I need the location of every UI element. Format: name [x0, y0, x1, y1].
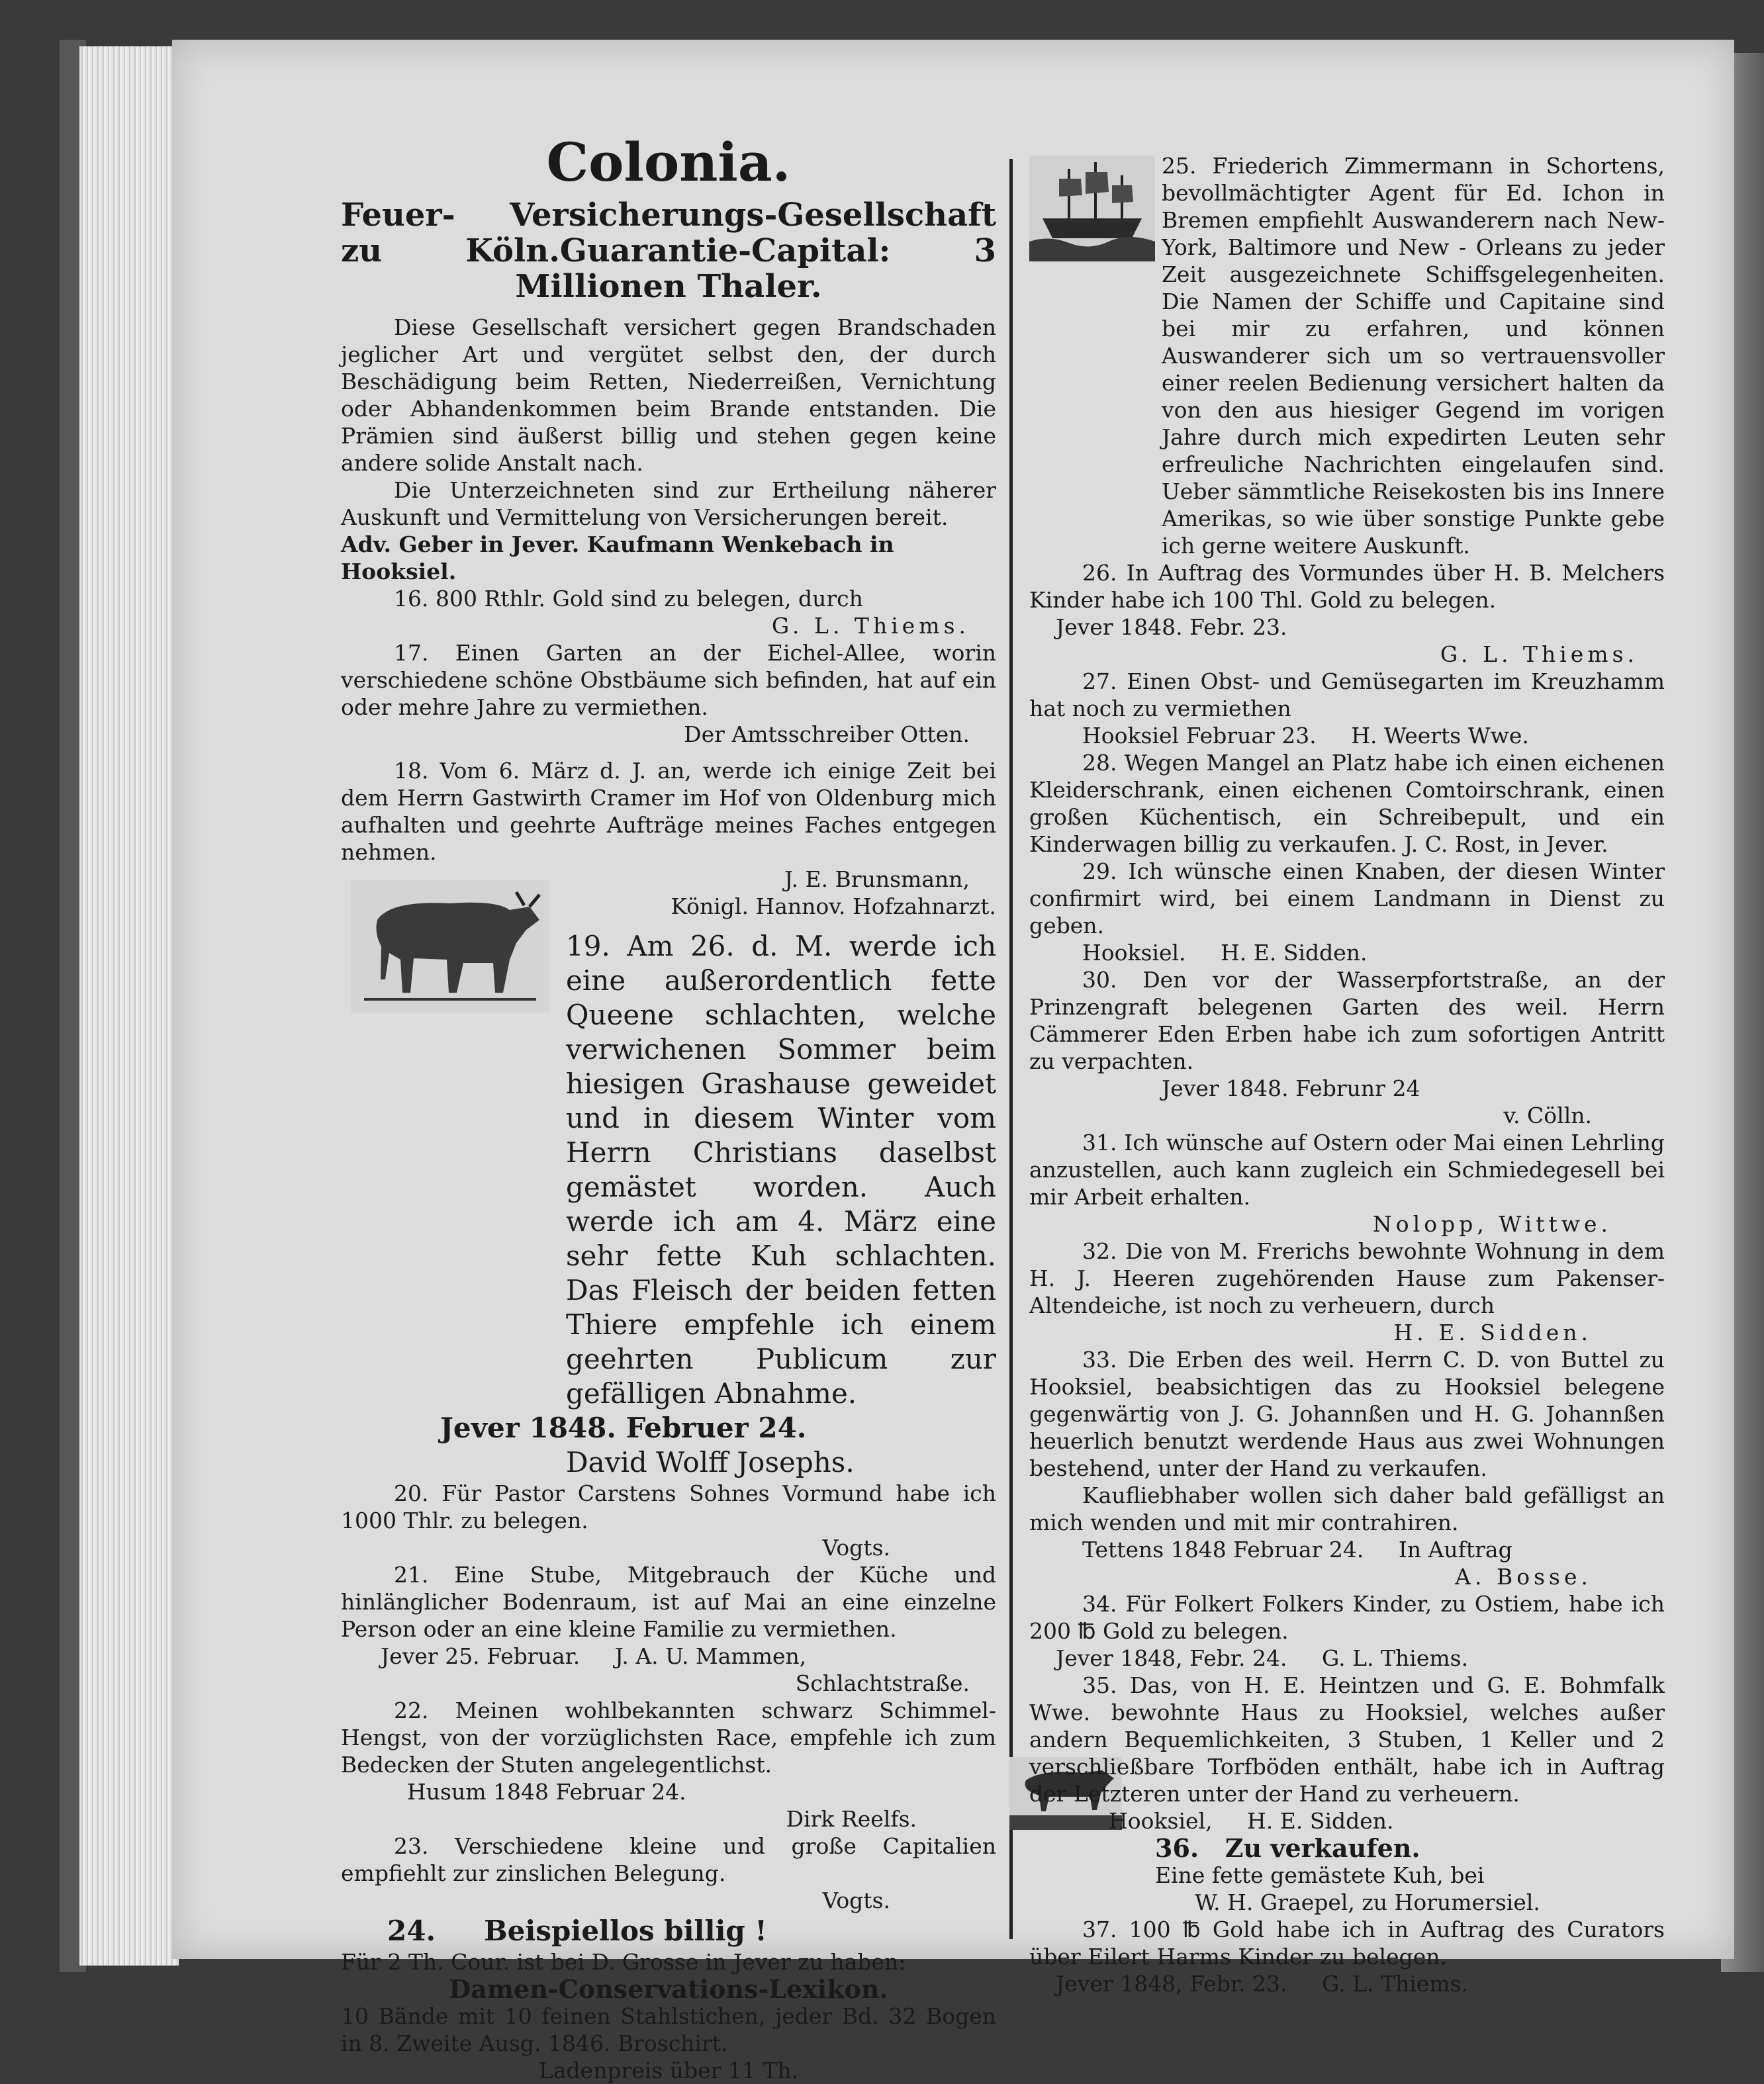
ad-24-book-title: Damen-Conservations-Lexikon. — [449, 1974, 888, 2004]
ad-colonia-signature: Adv. Geber in Jever. Kaufmann Wenkebach in Hooksiel. — [341, 531, 894, 584]
page-stack-edge — [79, 46, 179, 1966]
ad-24-line-3: 10 Bände mit 10 feinen Stahlstichen, jeder Bd. 32 Bogen in 8. Zweite Ausg. 1846. Broschirt. — [341, 2003, 996, 2056]
ad-33-date: Tettens 1848 Februar 24. In Auftrag — [1082, 1537, 1512, 1563]
ad-19-signature: David Wolff Josephs. — [566, 1446, 855, 1478]
ad-37: 37. 100 ℔ Gold habe ich in Auftrag des Curators über Eilert Harms Kinder zu belegen. — [1029, 1917, 1665, 1970]
colonia-title: Colonia. — [546, 131, 791, 193]
ad-34-signature: Jever 1848, Febr. 24. G. L. Thiems. — [1056, 1645, 1469, 1671]
ad-37-signature: Jever 1848, Febr. 23. G. L. Thiems. — [1056, 1971, 1469, 1997]
ad-29-signature: Hooksiel. H. E. Sidden. — [1082, 940, 1368, 966]
ad-32: 32. Die von M. Frerichs bewohnte Wohnung in dem H. J. Heeren zugehörenden Hause zum Pakenser-Altendeiche, ist noch zu verheuern, durch — [1029, 1238, 1665, 1318]
ad-20-signature: Vogts. — [822, 1535, 890, 1561]
colonia-heading: Feuer- Versicherungs-Gesellschaft zu Köln.Guarantie-Capital: 3 Millionen Thaler. — [341, 197, 996, 305]
ad-35-signature: Hooksiel, H. E. Sidden. — [1109, 1808, 1394, 1834]
ad-22-date: Husum 1848 Februar 24. — [407, 1779, 686, 1805]
ad-34: 34. Für Folkert Folkers Kinder, zu Ostiem, habe ich 200 ℔ Gold zu belegen. — [1029, 1591, 1665, 1644]
ad-23-signature: Vogts. — [822, 1887, 890, 1913]
ad-18-title: Königl. Hannov. Hofzahnarzt. — [671, 893, 996, 919]
column-divider — [1009, 159, 1013, 1939]
ad-21: 21. Eine Stube, Mitgebrauch der Küche und hinlänglicher Bodenraum, ist auf Mai an eine einzelne Person oder an eine kleine Familie zu vermiethen. — [341, 1562, 996, 1642]
ad-26-date: Jever 1848. Febr. 23. — [1056, 614, 1287, 640]
ad-19: 19. Am 26. d. M. werde ich eine außerordentlich fette Queene schlachten, welche verwichenen Sommer beim hiesigen Grashause geweidet und in diesem Winter vom Herrn Christians daselbst gemästet worden. Auch werde ich am 4. März eine sehr fette Kuh schlachten. Das Fleisch der beiden fetten Thiere empfehle ich einem geehrten Publicum zur gefälligen Abnahme. — [566, 930, 996, 1410]
ad-18-signature: J. E. Brunsmann, — [784, 866, 970, 892]
ad-26: 26. In Auftrag des Vormundes über H. B. Melchers Kinder habe ich 100 Thl. Gold zu belegen. — [1029, 560, 1665, 613]
ad-33: 33. Die Erben des weil. Herrn C. D. von Buttel zu Hooksiel, beabsichtigen das zu Hooksiel belegene gegenwärtig von J. G. Johannßen und H. G. Johannßen heuerlich benutzt werdende Haus aus zwei Wohnungen bestehend, unter der Hand zu verkaufen. — [1029, 1347, 1665, 1481]
ad-22-signature: Dirk Reelfs. — [786, 1806, 917, 1832]
ad-31: 31. Ich wünsche auf Ostern oder Mai einen Lehrling anzustellen, auch kann zugleich ein Schmiedegesell bei mir Arbeit erhalten. — [1029, 1130, 1665, 1210]
ad-16-signature: G. L. Thiems. — [771, 613, 970, 639]
ad-28: 28. Wegen Mangel an Platz habe ich einen eichenen Kleiderschrank, einen eichenen Comtoirschrank, einen großen Küchentisch, ein Schreibepult, und ein Kinderwagen billig zu verkaufen. J. C. Rost, in Jever. — [1029, 750, 1665, 857]
ad-22: 22. Meinen wohlbekannten schwarz Schimmel-Hengst, von der vorzüglichsten Race, empfehle ich zum Bedecken der Stuten angelegentlichst. — [341, 1698, 996, 1778]
ad-colonia-text-2: Die Unterzeichneten sind zur Ertheilung näherer Auskunft und Vermittelung von Versicherungen bereit. — [341, 477, 996, 530]
ad-19-date: Jever 1848. Februer 24. — [440, 1412, 807, 1444]
ad-20: 20. Für Pastor Carstens Sohnes Vormund habe ich 1000 Thlr. zu belegen. — [341, 1480, 996, 1533]
ad-27-signature: Hooksiel Februar 23. H. Weerts Wwe. — [1082, 723, 1529, 748]
ad-33-signature: A. Bosse. — [1455, 1564, 1592, 1590]
right-column — [1029, 132, 1665, 1997]
ad-23: 23. Verschiedene kleine und große Capitalien empfiehlt zur zinslichen Belegung. — [341, 1833, 996, 1886]
ad-35: 35. Das, von H. E. Heintzen und G. E. Bohmfalk Wwe. bewohnte Haus zu Hooksiel, welches außer andern Bequemlichkeiten, 3 Stuben, 1 Keller und 2 verschließbare Torfböden enthält, habe ich in Auftrag der Letzteren unter der Hand zu verheuern. — [1029, 1672, 1665, 1807]
ad-21-signature: Jever 25. Februar. J. A. U. Mammen, — [381, 1643, 807, 1669]
ad-27: 27. Einen Obst- und Gemüsegarten im Kreuzhamm hat noch zu vermiethen — [1029, 668, 1665, 721]
left-column — [341, 132, 996, 2084]
ad-30: 30. Den vor der Wasserpfortstraße, an der Prinzengraft belegenen Garten des weil. Herrn Cämmerer Eden Erben habe ich zum sofortigen Antritt zu verpachten. — [1029, 967, 1665, 1074]
ad-26-signature: G. L. Thiems. — [1440, 641, 1638, 667]
ad-17: 17. Einen Garten an der Eichel-Allee, worin verschiedene schöne Obstbäume sich befinden, hat auf ein oder mehre Jahre zu vermiethen. — [341, 640, 996, 720]
ad-30-signature: v. Cölln. — [1503, 1103, 1592, 1128]
ad-24-heading: 24. Beispiellos billig ! — [387, 1915, 767, 1947]
ad-32-signature: H. E. Sidden. — [1393, 1320, 1592, 1345]
ad-17-signature: Der Amtsschreiber Otten. — [684, 721, 970, 747]
ad-colonia-text: Diese Gesellschaft versichert gegen Brandschaden jeglicher Art und vergütet selbst den, der durch Beschädigung beim Retten, Niederreißen, Vernichtung oder Abhandenkommen beim Brande entstanden. Die Prämien sind äußerst billig und stehen gegen keine andere solide Anstalt nach. — [341, 314, 996, 476]
ad-16: 16. 800 Rthlr. Gold sind zu belegen, durch — [394, 586, 863, 612]
ad-36-line-1: Eine fette gemästete Kuh, bei — [1155, 1862, 1485, 1888]
ad-36-seller: W. H. Graepel, zu Horumersiel. — [1195, 1889, 1540, 1915]
ad-18: 18. Vom 6. März d. J. an, werde ich einige Zeit bei dem Herrn Gastwirth Cramer im Hof von Oldenburg mich aufhalten und geehrte Aufträge meines Faches entgegen nehmen. — [341, 758, 996, 865]
ad-29: 29. Ich wünsche einen Knaben, der diesen Winter confirmirt wird, bei einem Landmann in Dienst zu geben. — [1029, 858, 1665, 938]
ad-36-heading: 36. Zu verkaufen. — [1155, 1833, 1420, 1863]
ad-25: 25. Friederich Zimmermann in Schortens, bevollmächtigter Agent für Ed. Ichon in Bremen empfiehlt Auswanderern nach New-York, Baltimore und New - Orleans zu jeder Zeit ausgezeichnete Schiffsgelegenheiten. Die Namen der Schiffe und Capitaine sind bei mir zu erfahren, und können Auswanderer sich um so vertrauensvoller einer reelen Bedienung versichert halten da von den aus hiesiger Gegend im vorigen Jahre durch mich expedirten Leuten sehr erfreuliche Nachrichten eingelaufen sind. Ueber sämmtliche Reisekosten bis ins Innere Amerikas, so wie über sonstige Punkte gebe ich gerne weitere Auskunft. — [1162, 153, 1665, 559]
ad-33-text-2: Kaufliebhaber wollen sich daher bald gefälligst an mich wenden und mit mir contrahiren. — [1029, 1482, 1665, 1535]
ad-31-signature: Nolopp, Wittwe. — [1372, 1211, 1612, 1237]
ad-24-line-1: Für 2 Th. Cour. ist bei D. Grosse in Jever zu haben: — [341, 1949, 906, 1975]
ad-21-address: Schlachtstraße. — [795, 1670, 970, 1696]
ad-24-price: Ladenpreis über 11 Th. — [538, 2058, 799, 2083]
ad-30-date: Jever 1848. Februnr 24 — [1162, 1075, 1420, 1101]
